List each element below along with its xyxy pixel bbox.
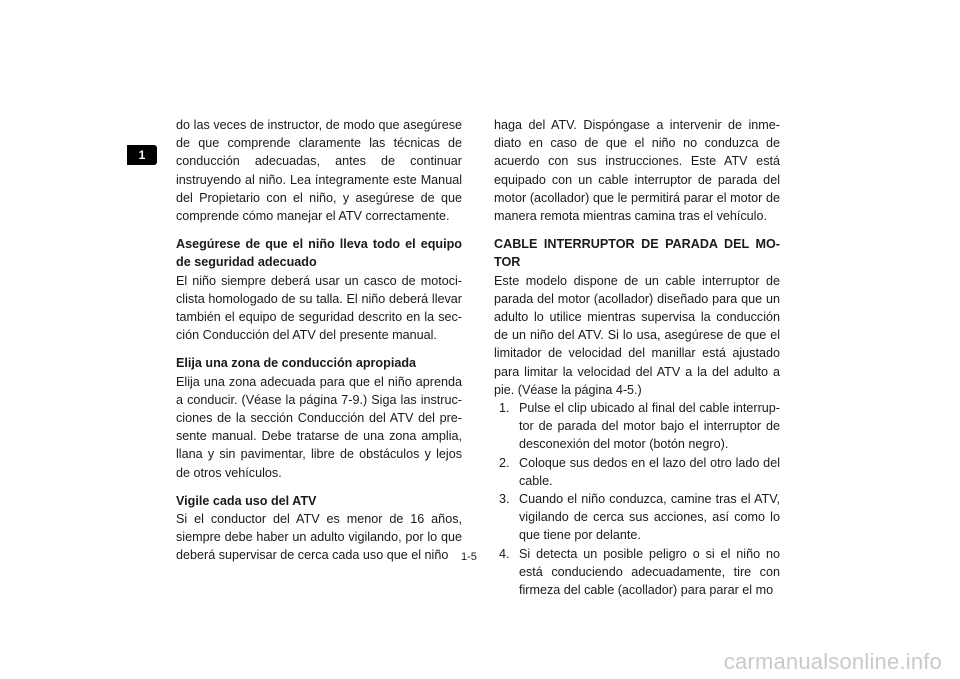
step-text: Coloque sus dedos en el lazo del otro lado del cable.: [519, 455, 780, 488]
page-number: 1-5: [461, 551, 477, 563]
list-item: [494, 490, 780, 545]
right-column: [494, 116, 780, 599]
list-item: [494, 545, 780, 600]
paragraph: El niño siempre deberá usar un casco de motociclista homologado de su talla. El niño deberá llevar también el equipo de seguridad descrito en la sección Conducción del ATV del presente manual.: [176, 273, 462, 343]
watermark: carmanualsonline.info: [723, 649, 942, 674]
step-number: 2.: [499, 455, 510, 470]
paragraph: Este modelo dispone de un cable interruptor de parada del motor (acollador) diseñado para que un adulto lo utilice mientras supervisa la conducción de un niño del ATV. Si lo usa, asegúrese de que el limitador de velocidad del manillar está ajustado para limitar la velocidad del ATV a la del adulto a pie. (Véase la página 4-5.): [494, 273, 780, 397]
step-text: Cuando el niño conduzca, camine tras el ATV, vigilando de cerca sus acciones, así como lo que tiene por delante.: [519, 492, 780, 543]
section-heading: Asegúrese de que el niño lleva todo el equipo de seguridad adecuado: [176, 237, 462, 270]
step-number: 3.: [499, 492, 510, 507]
step-number: 4.: [499, 546, 510, 561]
left-column: [176, 116, 462, 575]
step-number: 1.: [499, 401, 510, 416]
list-item: [494, 399, 780, 454]
step-text: Si detecta un posible peligro o si el niño no está conduciendo adecuadamente, tire con firmeza del cable (acollador) para parar el mo: [519, 546, 780, 598]
paragraph: do las veces de instructor, de modo que asegúrese de que comprende claramente las técnicas de conducción adecuadas, antes de continuar instruyendo al niño. Lea íntegramente este Manual del Propietario con el niño, y asegúrese de que comprende cómo manejar el ATV correctamente.: [176, 118, 462, 224]
paragraph: Si el conductor del ATV es menor de 16 años, siempre debe haber un adulto vigilando, por lo que deberá supervisar de cerca cada uso que el niño: [176, 512, 462, 563]
list-item: [494, 454, 780, 490]
paragraph: haga del ATV. Dispóngase a intervenir de inmediato en caso de que el niño no conduzca de acuerdo con sus instrucciones. Este ATV está equipado con un cable interruptor de parada del motor (acollador) que le permitirá parar el motor de manera remota mientras camina tras el vehículo.: [494, 118, 780, 224]
paragraph: Elija una zona adecuada para que el niño aprenda a conducir. (Véase la página 7-9.) Siga las instrucciones de la sección Conducción del ATV del presente manual. Debe tratarse de una zona amplia, llana y sin pavimentar, libre de obstáculos y lejos de otros vehículos.: [176, 374, 462, 480]
section-heading: Elija una zona de conducción apropiada: [176, 356, 417, 371]
section-heading: Vigile cada uso del ATV: [176, 493, 317, 508]
step-text: Pulse el clip ubicado al final del cable interruptor de parada del motor bajo el interruptor de desconexión del motor (botón negro).: [519, 401, 780, 452]
section-heading: CABLE INTERRUPTOR DE PARADA DEL MOTOR: [494, 237, 780, 270]
steps-list: [494, 399, 780, 599]
chapter-tab: 1: [127, 145, 157, 165]
